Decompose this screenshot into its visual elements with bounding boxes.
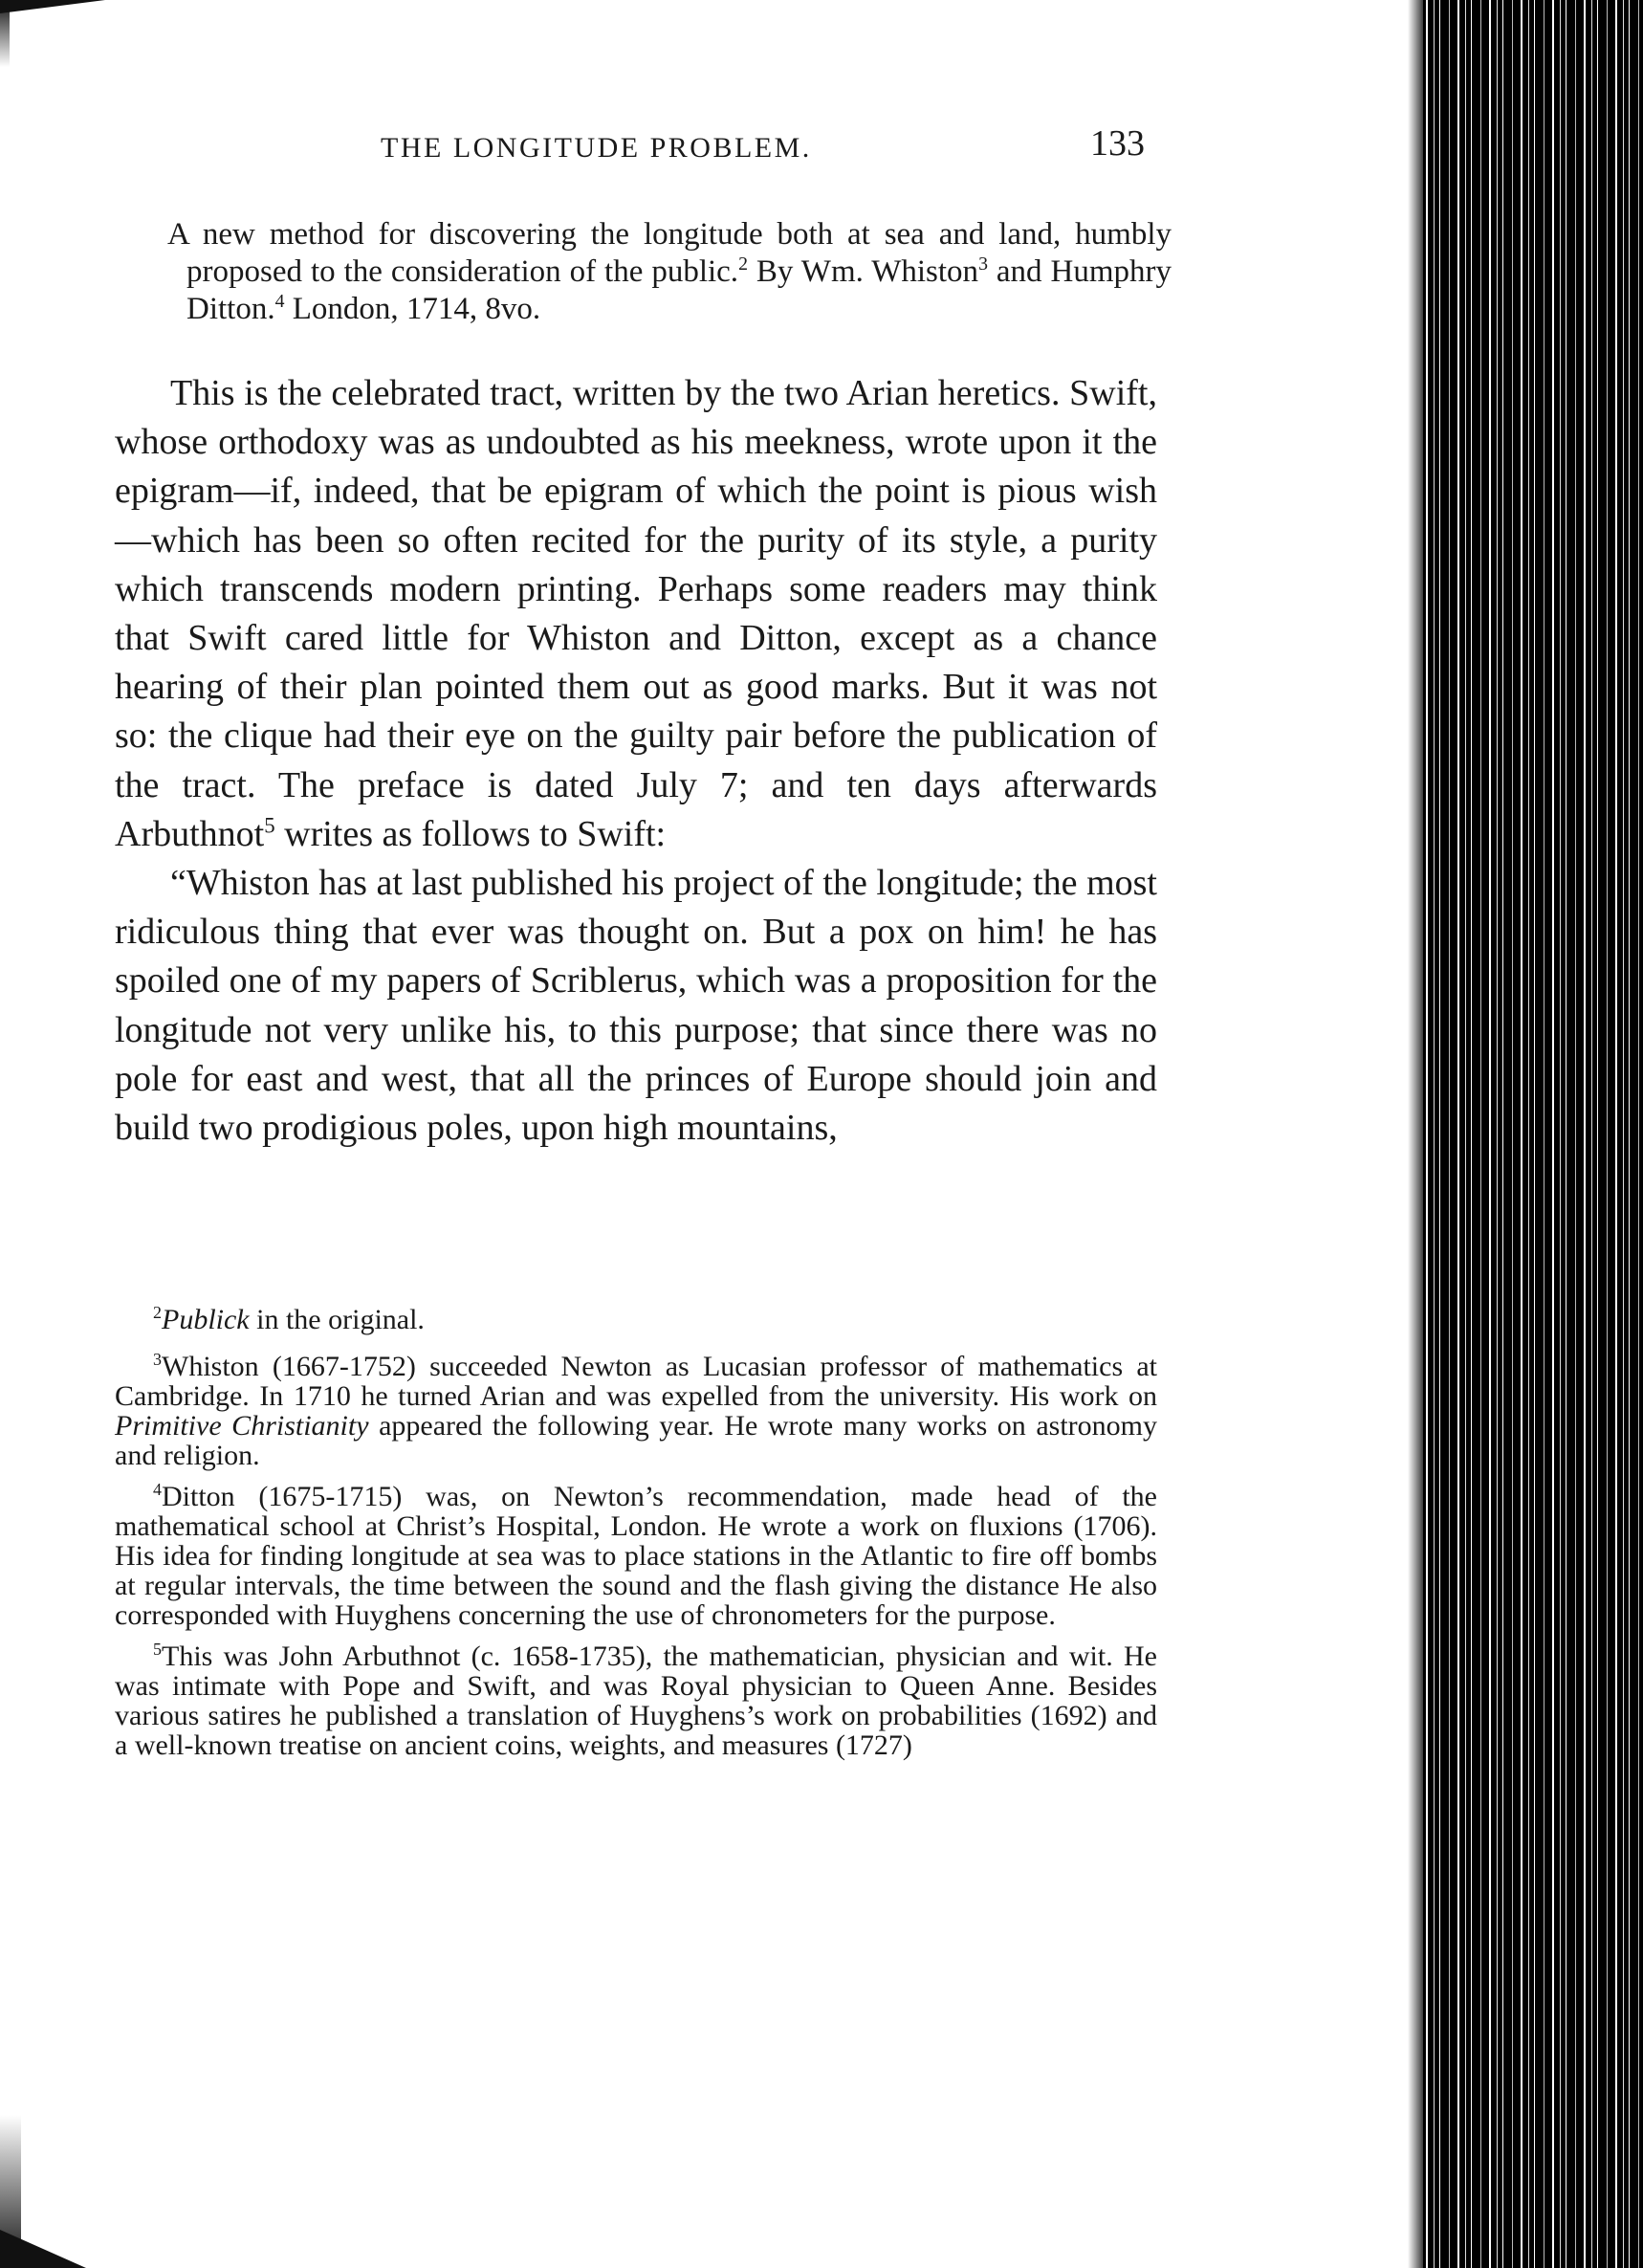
footnote-5 [115, 1641, 1157, 1760]
book-spine [1423, 0, 1643, 2268]
footnote-4 [115, 1482, 1157, 1630]
page-number: 133 [1090, 123, 1145, 164]
citation-imprint: London, 1714, 8vo. [284, 292, 541, 326]
body-text [115, 369, 1157, 1153]
paragraph-1 [115, 369, 1157, 859]
footnote-3-number: 3 [153, 1350, 162, 1369]
footnote-2-italic: Publick [162, 1304, 250, 1335]
footnotes [115, 1305, 1157, 1772]
footnote-2-text: in the original. [249, 1304, 425, 1335]
paragraph-2-quote: “Whiston has at last published his project of the longitude; the most ridiculous thing that ever was thought on. But a pox on him! he has spoiled one of my papers of Scriblerus, which was a proposition for the longitude not very unlike his, to this purpose; that since there was no pole for east and west, that all the princes of Europe should join and build two prodigious poles, upon high mountains, [115, 863, 1157, 1149]
paragraph-1-text: This is the celebrated tract, written by the two Arian heretics. Swift, whose orthodoxy was as undoubted as his meekness, wrote upon it the epigram—if, indeed, that be epigram of which the point is pious wish—which has been so often recited for the purity of its style, a purity which transcends modern printing. Perhaps some readers may think that Swift cared little for Whiston and Ditton, except as a chance hearing of their plan pointed them out as good marks. But it was not so: the clique had their eye on the guilty pair before the publication of the tract. The preface is dated July 7; and ten days afterwards Arbuthnot [115, 373, 1157, 854]
footnote-ref-2: 2 [738, 253, 748, 275]
scan-corner-top-left [0, 0, 105, 13]
footnote-3 [115, 1352, 1157, 1470]
footnote-5-text: This was John Arbuthnot (c. 1658-1735), the mathematician, physician and wit. He was intimate with Pope and Swift, and was Royal physician to Queen Anne. Besides various satires he published a translation of Huyghens’s work on probabilities (1692) and a well-known treatise on ancient coins, weights, and measures (1727) [115, 1640, 1157, 1761]
footnote-ref-4: 4 [274, 291, 285, 312]
scan-corner-top-left-edge [0, 0, 10, 67]
citation-authors: By Wm. Whiston [747, 254, 979, 289]
footnote-3-text: Whiston (1667-1752) succeeded Newton as Lucasian professor of mathematics at Cambridge. In 1710 he turned Arian and was expelled from the university. His work on [115, 1351, 1157, 1412]
footnote-2-number: 2 [153, 1303, 162, 1322]
scan-corner-bottom-left-edge [0, 2115, 21, 2268]
footnote-5-number: 5 [153, 1640, 162, 1659]
bibliographic-citation [167, 216, 1172, 328]
footnote-4-number: 4 [153, 1480, 162, 1499]
footnote-4-text: Ditton (1675-1715) was, on Newton’s recommendation, made head of the mathematical school at Christ’s Hospital, London. He wrote a work on fluxions (1706). His idea for finding longitude at sea was to place stations in the Atlantic to fire off bombs at regular intervals, the time between the sound and the flash giving the distance He also corresponded with Huyghens concerning the use of chronometers for the purpose. [115, 1481, 1157, 1631]
citation-title: A new method for discovering the longitude both at sea and land, humbly proposed to the consideration of the public. [167, 217, 1172, 289]
footnote-ref-5: 5 [264, 813, 275, 838]
footnote-3-italic: Primitive Christianity [115, 1410, 369, 1442]
running-head: THE LONGITUDE PROBLEM. [381, 132, 812, 164]
footnote-3-text-end: appeared the following year. He wrote many works on astronomy and religion. [115, 1410, 1157, 1471]
paragraph-1-tail: writes as follows to Swift: [274, 813, 667, 854]
footnote-2 [115, 1305, 1157, 1334]
footnote-ref-3: 3 [978, 253, 988, 275]
citation-coauthor: and Humphry Ditton. [186, 254, 1172, 326]
